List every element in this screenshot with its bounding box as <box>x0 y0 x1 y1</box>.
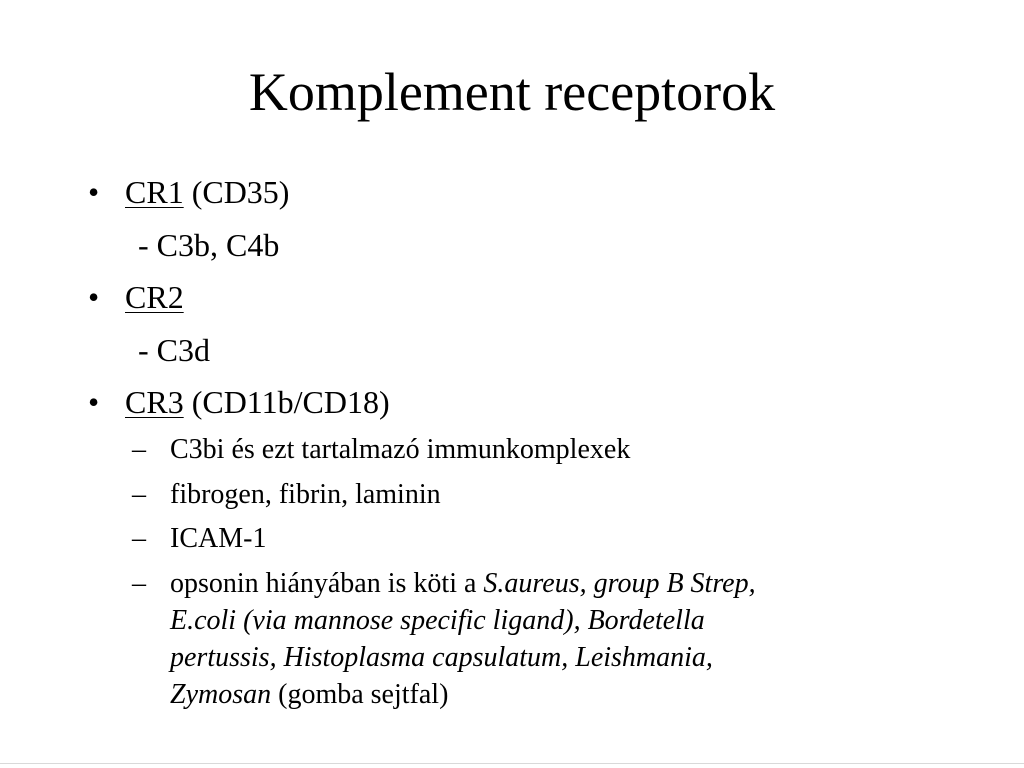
opsonin-tail: (gomba sejtfal) <box>271 679 449 710</box>
cr1-ligands: - C3b, C4b <box>138 227 280 263</box>
bullet-cr2: • <box>88 279 100 315</box>
slide-title: Komplement receptorok <box>248 62 776 122</box>
dash-sub-4: – <box>132 568 146 599</box>
opsonin-organisms-4: Zymosan <box>170 679 272 710</box>
cr1-detail: (CD35) <box>183 174 290 210</box>
dash-sub-3: – <box>132 523 146 554</box>
opsonin-line-3 <box>170 640 713 676</box>
list-item-cr3 <box>125 382 390 422</box>
bottom-divider <box>0 763 1024 764</box>
opsonin-organisms-3: pertussis, Histoplasma capsulatum, Leishmania, <box>170 642 713 673</box>
bullet-cr3: • <box>88 384 100 420</box>
opsonin-organisms-2: E.coli (via mannose specific ligand), Bordetella <box>170 605 705 636</box>
cr3-sub-item-2: fibrogen, fibrin, laminin <box>170 479 441 510</box>
bullet-cr1: • <box>88 174 100 210</box>
opsonin-lead: opsonin hiányában is köti a <box>170 568 484 599</box>
term-cr1: CR1 <box>125 174 184 210</box>
list-item-cr2 <box>125 277 184 317</box>
cr2-ligands: - C3d <box>138 332 210 368</box>
opsonin-line-2 <box>170 603 705 639</box>
dash-sub-1: – <box>132 434 146 465</box>
opsonin-line-4 <box>170 677 448 713</box>
cr3-detail: (CD11b/CD18) <box>183 384 390 420</box>
term-cr3: CR3 <box>125 384 184 420</box>
cr3-sub-item-3: ICAM-1 <box>170 523 267 554</box>
opsonin-organisms-1: S.aureus, group B Strep, <box>483 568 756 599</box>
term-cr2: CR2 <box>125 279 184 315</box>
dash-sub-2: – <box>132 479 146 510</box>
list-item-cr1 <box>125 172 289 212</box>
cr3-sub-item-1: C3bi és ezt tartalmazó immunkomplexek <box>170 434 631 465</box>
opsonin-line-1 <box>170 566 756 602</box>
